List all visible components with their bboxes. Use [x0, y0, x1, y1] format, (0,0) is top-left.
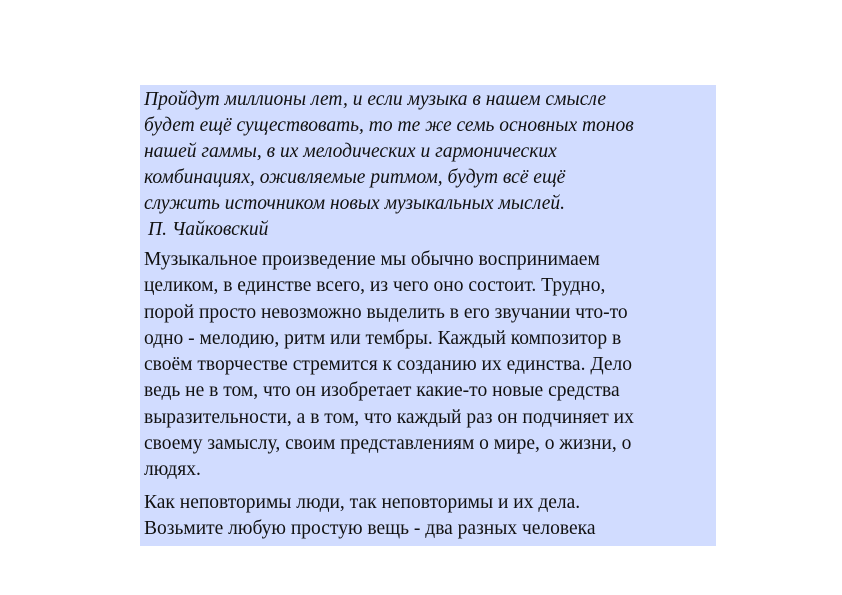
paragraph-1: Музыкальное произведение мы обычно воспринимаем целиком, в единстве всего, из чего оно состоит. Трудно, порой просто невозможно выделить в его звучании что-то одно - мелодию, ритм или тембры. Каждый композитор в своём творчестве стремится к созданию их единства. Дело ведь не в том, что он изобретает какие-то новые средства выразительности, а в том, что каждый раз он подчиняет их своему замыслу, своим представлениям о мире, о жизни, о людях. — [144, 249, 634, 481]
paragraph-2: Как неповторимы люди, так неповторимы и их дела. Возьмите любую простую вещь - два разных человека — [144, 491, 596, 539]
epigraph-author: П. Чайковский — [148, 219, 269, 240]
text-box — [140, 85, 716, 546]
epigraph-quote: Пройдут миллионы лет, и если музыка в нашем смысле будет ещё существовать, то те же семь основных тонов нашей гаммы, в их мелодических и гармонических комбинациях, оживляемые ритмом, будут всё ещё служить источником новых музыкальных мыслей. — [144, 89, 634, 214]
